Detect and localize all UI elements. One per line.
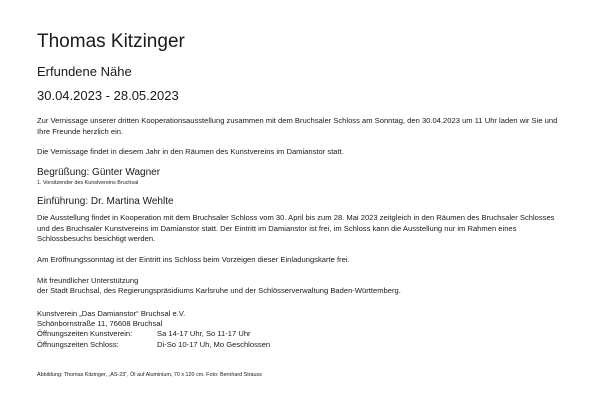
hours-kunstverein-label: Öffnungszeiten Kunstverein: <box>37 329 133 339</box>
venue-paragraph: Die Vernissage findet in diesem Jahr in den Räumen des Kunstvereins im Damianstor statt. <box>37 147 344 156</box>
hours-kunstverein-value: Sa 14-17 Uhr, So 11-17 Uhr <box>157 329 251 339</box>
intro-paragraph: Zur Vernissage unserer dritten Kooperationsausstellung zusammen mit dem Bruchsaler Schloss am Sonntag, den 30.04.2023 um 11 Uhr laden wir Sie und Ihre Freunde herzlich ein. <box>37 116 558 136</box>
greeting-role: 1. Vorsitzender des Kunstvereins Bruchsal <box>37 180 139 186</box>
opening-sunday-paragraph: Am Eröffnungssonntag ist der Eintritt ins Schloss beim Vorzeigen dieser Einladungskarte frei. <box>37 255 350 264</box>
image-caption: Abbildung: Thomas Kitzinger, „AS-23“, Öl auf Aluminium, 70 x 120 cm. Foto: Bernhard Strauss <box>37 372 262 378</box>
exhibition-title: Erfundene Nähe <box>37 64 132 79</box>
address: Schönbornstraße 11, 76608 Bruchsal <box>37 319 163 329</box>
exhibition-dates: 30.04.2023 - 28.05.2023 <box>37 88 179 103</box>
organization-name: Kunstverein „Das Damianstor“ Bruchsal e.V. <box>37 309 186 318</box>
exhibition-info-paragraph: Die Ausstellung findet in Kooperation mit dem Bruchsaler Schloss vom 30. April bis zum 28. Mai 2023 zeitgleich in den Räumen des Bruchsaler Schlosses und des Bruchsaler Kunstvereins im Damianstor statt. Der Eintritt im Damianstor ist frei, im Schloss kann die Ausstellung nur im Rahmen eines Schlossbesuchs besichtigt werden. <box>37 213 555 244</box>
hours-schloss <box>37 340 270 350</box>
hours-kunstverein <box>37 329 270 339</box>
hours-schloss-value: Di-So 10-17 Uh, Mo Geschlossen <box>157 339 271 349</box>
contact-block <box>37 309 270 350</box>
greeting-heading: Begrüßung: Günter Wagner <box>37 167 161 178</box>
artist-name: Thomas Kitzinger <box>37 31 185 52</box>
introduction-heading: Einführung: Dr. Martina Wehlte <box>37 196 174 207</box>
support-line-2: der Stadt Bruchsal, des Regierungspräsidiums Karlsruhe und der Schlösserverwaltung Baden-Württemberg. <box>37 286 401 295</box>
support-line-1: Mit freundlicher Unterstützung <box>37 276 139 285</box>
hours-schloss-label: Öffnungszeiten Schloss: <box>37 339 119 349</box>
